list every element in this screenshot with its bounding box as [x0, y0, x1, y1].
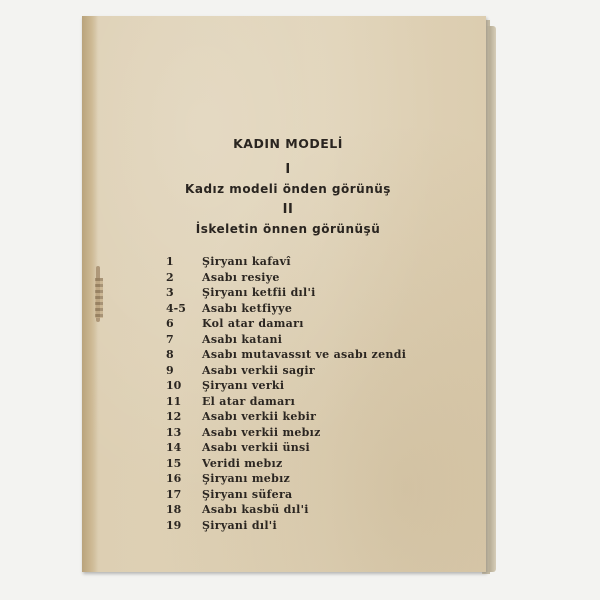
list-item	[166, 285, 466, 301]
list-item	[166, 316, 466, 332]
section-2-numeral: II	[282, 202, 294, 217]
item-number: 16	[166, 472, 182, 485]
item-label: Şiryanı mebız	[202, 472, 291, 485]
item-number: 6	[166, 317, 174, 330]
item-number: 19	[166, 518, 182, 532]
spine-tear	[95, 278, 103, 318]
booklet-page	[82, 16, 486, 572]
booklet	[82, 16, 496, 576]
item-number: 7	[166, 332, 174, 346]
list-item	[166, 363, 466, 379]
item-label: Şiryanı süfera	[202, 487, 293, 501]
item-label: Asabı verkii mebız	[202, 425, 321, 439]
item-number: 18	[166, 503, 182, 516]
list-item	[166, 502, 466, 518]
item-number: 13	[166, 425, 182, 439]
page-title: KADIN MODELİ	[233, 136, 343, 151]
item-number: 2	[166, 270, 174, 284]
item-number: 10	[166, 379, 182, 392]
list-item	[166, 301, 466, 317]
item-label: Asabı mutavassıt ve asabı zendi	[202, 348, 407, 361]
item-number: 12	[166, 410, 182, 423]
item-label: Asabı kasbü dıl'i	[202, 503, 309, 516]
list-item	[166, 456, 466, 472]
item-label: Asabı verkii kebir	[202, 410, 317, 423]
list-item	[166, 332, 466, 348]
item-number: 11	[166, 394, 182, 408]
item-number: 4-5	[166, 301, 186, 315]
section-1-caption: Kadız modeli önden görünüş	[185, 182, 391, 196]
list-item	[166, 471, 466, 487]
list-item	[166, 254, 466, 270]
list-item	[166, 270, 466, 286]
list-item	[166, 518, 466, 534]
item-number: 8	[166, 348, 174, 361]
list-item	[166, 440, 466, 456]
item-label: Asabı ketfiyye	[202, 301, 293, 315]
item-label: Şiryanı verki	[202, 379, 285, 392]
item-label: Şiryanı kafavî	[202, 255, 291, 268]
item-label: Asabı resiye	[202, 270, 280, 284]
list-item	[166, 394, 466, 410]
list-item	[166, 347, 466, 363]
page-stack-edge-outer	[486, 26, 496, 572]
section-2-caption: İskeletin önnen görünüşü	[195, 222, 381, 236]
item-number: 15	[166, 456, 182, 470]
list-item	[166, 409, 466, 425]
item-label: Asabı katani	[202, 332, 283, 346]
item-number: 3	[166, 286, 174, 299]
item-label: El atar damarı	[202, 394, 296, 408]
item-label: Şiryanı ketfii dıl'i	[202, 286, 316, 299]
list-item	[166, 378, 466, 394]
item-label: Veridi mebız	[202, 456, 283, 470]
list-item	[166, 487, 466, 503]
item-label: Asabı verkii sagir	[202, 363, 315, 377]
item-label: Asabı verkii ünsi	[202, 441, 311, 454]
item-number: 14	[166, 441, 182, 454]
legend-list	[166, 254, 466, 533]
item-number: 17	[166, 487, 182, 501]
item-label: Şiryani dıl'i	[202, 518, 277, 532]
section-1-numeral: I	[285, 162, 291, 177]
item-number: 1	[166, 255, 174, 268]
item-number: 9	[166, 363, 174, 377]
item-label: Kol atar damarı	[202, 317, 304, 330]
list-item	[166, 425, 466, 441]
